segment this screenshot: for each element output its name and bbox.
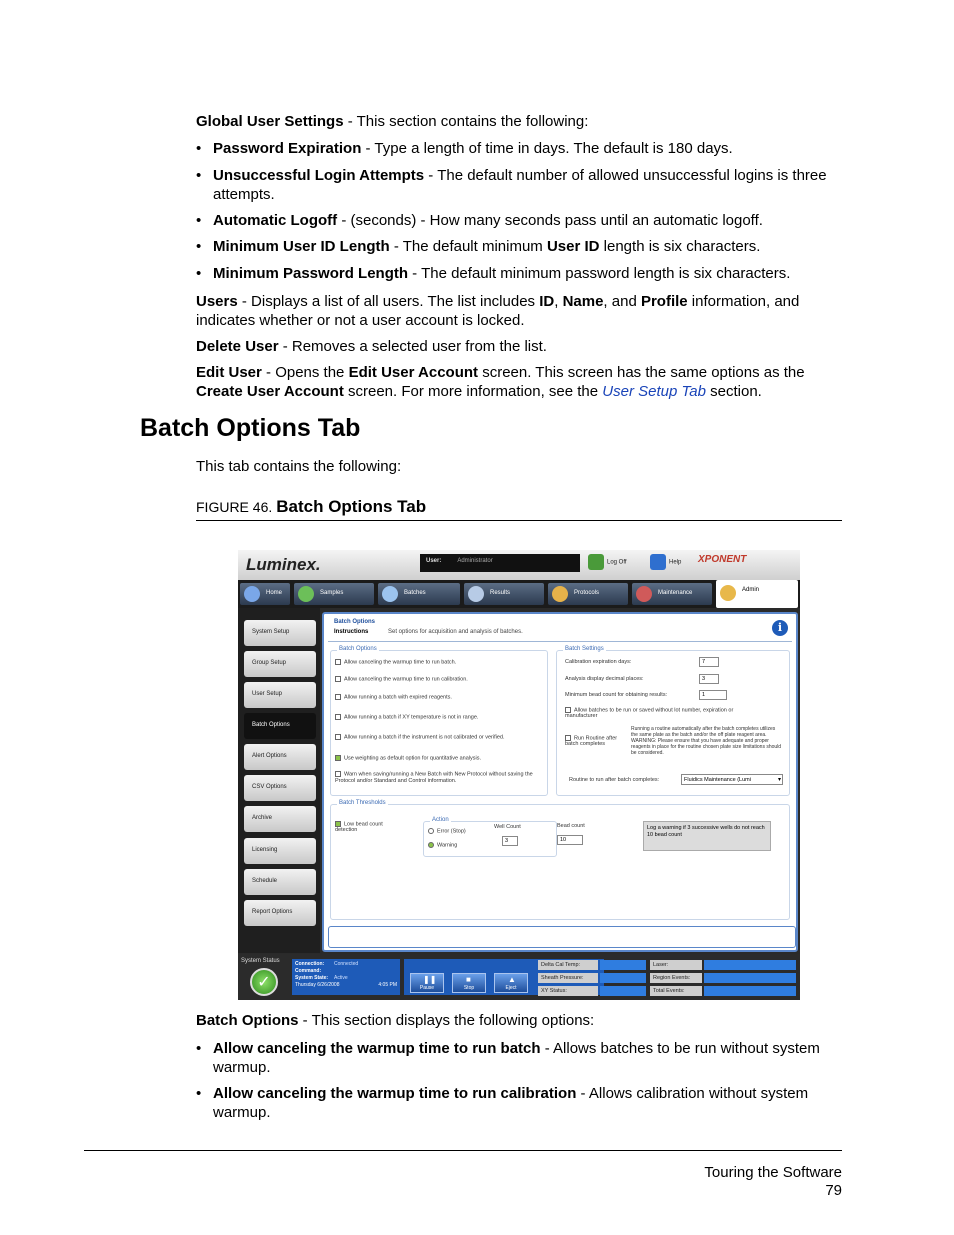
footer-title: Touring the Software xyxy=(704,1164,842,1181)
panel-header xyxy=(328,616,792,642)
section-intro: This tab contains the following: xyxy=(196,458,402,475)
calibration-expiration-label: Calibration expiration days: xyxy=(565,659,632,665)
bullet-dot: • xyxy=(196,265,202,282)
time: 4:05 PM xyxy=(378,982,397,988)
option-use-weighting[interactable] xyxy=(335,755,481,761)
button-label: Eject xyxy=(505,985,517,991)
user-label: User: xyxy=(426,558,442,564)
region-events-value xyxy=(704,973,796,983)
pause-button[interactable] xyxy=(410,973,444,993)
sidebar-item-schedule[interactable]: Schedule xyxy=(244,869,316,895)
bullet-dot: • xyxy=(196,238,202,255)
option-warn-new-protocol[interactable] xyxy=(335,771,543,785)
message-bar xyxy=(328,926,796,948)
group-title: Batch Options xyxy=(339,646,377,652)
term: Users xyxy=(196,293,238,310)
help-icon xyxy=(650,554,666,570)
delta-cal-temp-value xyxy=(600,960,646,970)
calibration-expiration-field[interactable]: 7 xyxy=(699,657,719,667)
batch-options-screenshot xyxy=(238,550,800,1000)
bullet-text xyxy=(213,166,833,204)
user-box xyxy=(420,554,580,572)
sheath-pressure-value xyxy=(600,973,646,983)
tab-label: Results xyxy=(490,590,511,596)
delta-cal-temp-label: Delta Cal Temp: xyxy=(538,960,598,970)
bullet-text xyxy=(213,1039,833,1077)
tab-label: Batches xyxy=(404,590,426,596)
bullet-desc: - The default minimum xyxy=(389,238,547,255)
text: screen. This screen has the same options as the xyxy=(478,364,805,381)
group-title: Batch Settings xyxy=(565,646,604,652)
text: , and xyxy=(603,293,641,310)
button-label: Pause xyxy=(419,985,435,991)
option-label: Allow running a batch if XY temperature is not in range. xyxy=(344,714,479,721)
checkbox[interactable] xyxy=(335,659,341,665)
well-count-field[interactable]: 3 xyxy=(502,836,518,846)
term: Profile xyxy=(640,293,688,310)
checkbox[interactable] xyxy=(565,735,571,741)
text: section. xyxy=(705,383,762,400)
system-state-row xyxy=(295,975,397,982)
threshold-warning-text: Log a warning if 3 successive wells do not reach 10 bead count xyxy=(643,821,771,851)
text: - Opens the xyxy=(261,364,349,381)
status-bar xyxy=(238,954,800,1000)
connection-label: Connection: xyxy=(295,961,325,967)
radio[interactable] xyxy=(428,842,434,848)
term: Delete User xyxy=(196,338,279,355)
action-group xyxy=(423,817,557,857)
checkbox[interactable] xyxy=(335,714,341,720)
bullet-term: Allow canceling the warmup time to run batch xyxy=(213,1040,541,1057)
checkbox[interactable] xyxy=(335,734,341,740)
bullet-dot: • xyxy=(196,167,202,184)
connection-info xyxy=(292,959,400,995)
laser-value xyxy=(704,960,796,970)
app-topbar xyxy=(238,550,800,580)
admin-icon xyxy=(720,585,736,601)
tab-samples[interactable] xyxy=(294,583,374,605)
status-check-icon: ✓ xyxy=(250,968,278,996)
sidebar-item-user-setup[interactable]: User Setup xyxy=(244,682,316,708)
bullet-term: Automatic Logoff xyxy=(213,212,338,229)
eject-button[interactable] xyxy=(494,973,528,993)
connection-value: Connected xyxy=(334,961,359,967)
bead-count-field[interactable]: 10 xyxy=(557,835,583,845)
bullet-term: Unsuccessful Login Attempts xyxy=(213,167,425,184)
option-low-bead-count[interactable] xyxy=(335,821,395,833)
bullet-text xyxy=(213,264,833,283)
region-events-label: Region Events: xyxy=(650,973,702,983)
tab-protocols[interactable] xyxy=(548,583,628,605)
sidebar-item-report-options[interactable]: Report Options xyxy=(244,900,316,926)
button-label: Stop xyxy=(463,985,475,991)
option-label: Low bead count detection xyxy=(335,821,383,834)
logoff-label: Log Off xyxy=(607,559,627,566)
bullet-desc: - The default number of allowed unsuccessful logins is three attempts. xyxy=(213,167,827,203)
bead-count-label: Bead count xyxy=(557,823,585,829)
bullet-term: Minimum User ID Length xyxy=(213,238,390,255)
logoff-button[interactable] xyxy=(588,554,627,572)
instructions-label: Instructions xyxy=(334,629,369,635)
figure-label: FIGURE 46. xyxy=(196,499,273,515)
option-cancel-warmup-calibration[interactable] xyxy=(335,676,468,682)
user-setup-tab-link[interactable]: User Setup Tab xyxy=(602,383,706,400)
intro-text: - This section contains the following: xyxy=(343,113,589,130)
section-title: Batch Options Tab xyxy=(140,414,361,442)
decimal-places-field[interactable]: 3 xyxy=(699,674,719,684)
option-label: Warning xyxy=(437,842,458,849)
bullet-desc: - Allows calibration without system warmup. xyxy=(213,1085,809,1121)
results-icon xyxy=(468,586,484,602)
sidebar-item-licensing[interactable]: Licensing xyxy=(244,838,316,864)
checkbox[interactable] xyxy=(335,771,341,777)
option-label: Allow canceling the warmup time to run batch. xyxy=(344,659,457,666)
bullet-desc: - Allows batches to be run without system warmup. xyxy=(213,1040,820,1076)
bullet-text xyxy=(213,139,833,158)
term: Create User Account xyxy=(196,383,344,400)
text: screen. For more information, see the xyxy=(343,383,603,400)
info-icon[interactable]: i xyxy=(772,620,788,636)
option-label: Allow running a batch with expired reagents. xyxy=(344,694,452,701)
min-bead-count-field[interactable]: 1 xyxy=(699,690,727,700)
radio[interactable] xyxy=(428,828,434,834)
run-routine-note: Running a routine automatically after the batch completes utilizes the same plate as the batch and/or the off plate reagent area. WARNING: Please ensure that you have adequate and proper reagents in place for the routine chosen plate size limitations should be considered. xyxy=(631,726,782,756)
connection-row xyxy=(295,961,397,968)
option-label: Allow canceling the warmup time to run calibration. xyxy=(344,676,468,683)
bullet-desc: - The default minimum password length is six characters. xyxy=(408,265,791,282)
edit-user-paragraph xyxy=(196,363,846,401)
bullet-text xyxy=(213,211,833,230)
user-value: Administrator xyxy=(457,558,493,564)
command-label: Command: xyxy=(295,968,322,974)
radio-error-stop[interactable] xyxy=(428,828,466,834)
sidebar-item-batch-options[interactable]: Batch Options xyxy=(244,713,316,739)
well-count-label: Well Count xyxy=(494,824,521,830)
figure-rule xyxy=(196,520,842,521)
tab-label: Admin xyxy=(742,587,760,593)
batch-options-intro xyxy=(196,1011,846,1030)
routine-value: Fluidics Maintenance (Lumi xyxy=(684,777,751,783)
tab-results[interactable] xyxy=(464,583,544,605)
tab-label: Maintenance xyxy=(658,590,693,596)
tab-label: Home xyxy=(266,590,283,596)
decimal-places-label: Analysis display decimal places: xyxy=(565,676,644,682)
luminex-logo: Luminex. xyxy=(246,555,321,574)
routine-select[interactable] xyxy=(681,774,783,785)
xy-status-value xyxy=(600,986,646,996)
option-run-routine[interactable] xyxy=(565,735,627,747)
sidebar-item-archive[interactable]: Archive xyxy=(244,806,316,832)
text: - Displays a list of all users. The list includes xyxy=(237,293,540,310)
radio-warning[interactable] xyxy=(428,842,457,848)
tab-maintenance[interactable] xyxy=(632,583,712,605)
batches-icon xyxy=(382,586,398,602)
panel-title: Batch Options xyxy=(334,619,376,625)
instructions-text: Set options for acquisition and analysis of batches. xyxy=(388,629,523,635)
protocols-icon xyxy=(552,586,568,602)
pause-icon: ❚❚ xyxy=(423,975,437,984)
delete-user-paragraph xyxy=(196,337,846,356)
tab-batches[interactable] xyxy=(378,583,460,605)
term: Batch Options xyxy=(196,1012,299,1029)
laser-label: Laser: xyxy=(650,960,702,970)
term: ID xyxy=(539,293,555,310)
tab-label: Protocols xyxy=(574,590,600,596)
page-number: 79 xyxy=(825,1182,842,1199)
tab-admin[interactable] xyxy=(716,580,798,608)
sidebar-item-csv-options[interactable]: CSV Options xyxy=(244,775,316,801)
option-label: Error (Stop) xyxy=(437,828,466,835)
option-xy-temperature[interactable] xyxy=(335,714,478,720)
xponent-logo: XPONENT xyxy=(698,554,747,565)
total-events-label: Total Events: xyxy=(650,986,702,996)
option-cancel-warmup-batch[interactable] xyxy=(335,659,456,665)
chevron-down-icon: ▾ xyxy=(777,777,781,783)
sidebar-item-group-setup[interactable]: Group Setup xyxy=(244,651,316,677)
total-events-value xyxy=(704,986,796,996)
sidebar-item-alert-options[interactable]: Alert Options xyxy=(244,744,316,770)
text: - This section displays the following options: xyxy=(298,1012,595,1029)
text: - Removes a selected user from the list. xyxy=(278,338,547,355)
global-user-settings-intro xyxy=(196,112,846,131)
logoff-icon xyxy=(588,554,604,570)
batch-thresholds-group xyxy=(330,800,790,920)
eject-icon: ▲ xyxy=(508,975,516,984)
option-label: Allow running a batch if the instrument is not calibrated or verified. xyxy=(344,734,505,741)
help-button[interactable] xyxy=(650,554,681,572)
min-bead-count-label: Minimum bead count for obtaining results: xyxy=(565,692,668,698)
figure-caption xyxy=(196,497,426,517)
bullet-term: Minimum Password Length xyxy=(213,265,409,282)
group-title: Batch Thresholds xyxy=(339,800,386,806)
bullet-desc: - Type a length of time in days. The default is 180 days. xyxy=(361,140,733,157)
term: Name xyxy=(562,293,604,310)
text: information, and indicates whether or not a user account is locked. xyxy=(196,293,800,329)
option-expired-reagents[interactable] xyxy=(335,694,452,700)
option-label: Run Routine after batch completes xyxy=(565,735,618,748)
xy-status-label: XY Status: xyxy=(538,986,598,996)
checkbox[interactable] xyxy=(335,755,341,761)
term: Edit User xyxy=(196,364,262,381)
option-label: Use weighting as default option for quantitative analysis. xyxy=(344,755,481,762)
option-allow-batches-without-lot[interactable] xyxy=(565,707,765,719)
checkbox[interactable] xyxy=(335,676,341,682)
sidebar-item-system-setup[interactable]: System Setup xyxy=(244,620,316,646)
global-user-settings-heading: Global User Settings xyxy=(196,113,344,130)
footer-rule xyxy=(84,1150,842,1151)
home-icon xyxy=(244,586,260,602)
sheath-pressure-label: Sheath Pressure: xyxy=(538,973,598,983)
tab-home[interactable] xyxy=(240,583,290,605)
system-state-label: System State: xyxy=(295,975,329,981)
bullet-term: User ID xyxy=(546,238,600,255)
bullet-dot: • xyxy=(196,1085,202,1102)
bullet-dot: • xyxy=(196,212,202,229)
users-paragraph xyxy=(196,292,846,330)
tab-label: Samples xyxy=(320,590,344,596)
bullet-term: Password Expiration xyxy=(213,140,362,157)
checkbox[interactable] xyxy=(565,707,571,713)
bullet-term: Allow canceling the warmup time to run calibration xyxy=(213,1085,577,1102)
figure-title: Batch Options Tab xyxy=(276,497,427,516)
command-row xyxy=(295,968,397,975)
option-not-calibrated[interactable] xyxy=(335,734,505,740)
option-label: Warn when saving/running a New Batch with New Protocol without saving the Protocol and/or Standard and Control information. xyxy=(335,771,533,785)
system-status-label: System Status xyxy=(241,958,280,964)
samples-icon xyxy=(298,586,314,602)
batch-settings-group xyxy=(556,646,790,796)
text: , xyxy=(554,293,563,310)
bullet-desc: length is six characters. xyxy=(599,238,761,255)
main-nav xyxy=(238,580,800,608)
system-state-value: Active xyxy=(334,975,348,981)
bullet-text xyxy=(213,237,833,256)
stop-button[interactable] xyxy=(452,973,486,993)
batch-options-group xyxy=(330,646,548,796)
maintenance-icon xyxy=(636,586,652,602)
option-label: Allow batches to be run or saved without lot number, expiration or manufacturer xyxy=(565,707,734,720)
group-title: Action xyxy=(432,817,449,823)
bullet-text xyxy=(213,1084,833,1122)
routine-label: Routine to run after batch completes: xyxy=(569,777,660,783)
checkbox[interactable] xyxy=(335,694,341,700)
date: Thursday 6/26/2008 xyxy=(295,982,340,988)
stop-icon: ■ xyxy=(466,975,471,984)
checkbox[interactable] xyxy=(335,821,341,827)
bullet-dot: • xyxy=(196,140,202,157)
bullet-dot: • xyxy=(196,1040,202,1057)
batch-options-panel xyxy=(322,612,798,952)
datetime-row xyxy=(295,982,397,989)
term: Edit User Account xyxy=(348,364,479,381)
help-label: Help xyxy=(669,559,682,566)
admin-sidebar xyxy=(238,608,320,953)
bullet-desc: - (seconds) - How many seconds pass until an automatic logoff. xyxy=(337,212,763,229)
